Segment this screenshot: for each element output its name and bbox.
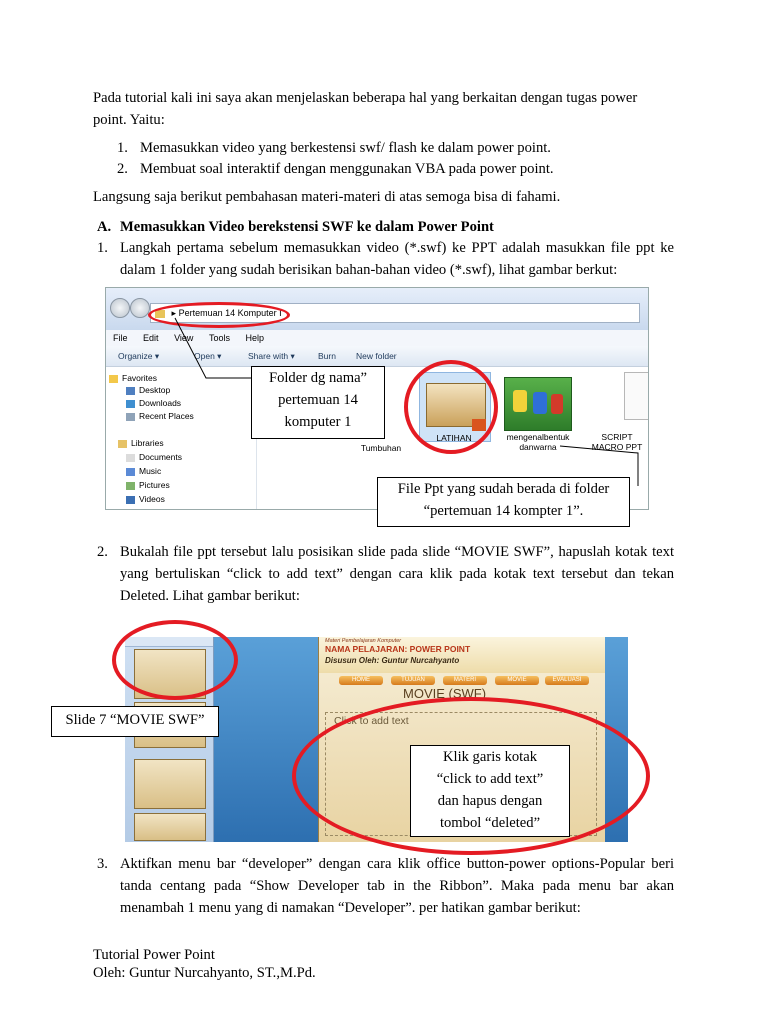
footer-line-1: Tutorial Power Point bbox=[93, 947, 215, 963]
step-text: Bukalah file ppt tersebut lalu posisikan slide pada slide “MOVIE SWF”, hapuslah kotak text yang bertuliskan “click to add text” dengan cara klik pada kotak text tersebut dan tekan Deleted. Lihat gambar berikut: bbox=[120, 544, 674, 604]
slide-header-author: Disusun Oleh: Guntur Nurcahyanto bbox=[325, 656, 460, 665]
list-number: 1. bbox=[117, 140, 128, 156]
forward-icon bbox=[130, 298, 150, 318]
slide-thumbnail bbox=[134, 813, 206, 841]
menu-tools: Tools bbox=[208, 333, 230, 343]
nav-item: Music bbox=[139, 466, 162, 476]
intro-closing: Langsung saja berikut pembahasan materi-materi di atas semoga bisa di fahami. bbox=[93, 189, 561, 205]
slide-title: MOVIE (SWF) bbox=[403, 686, 487, 701]
file-mengenal: mengenalbentuk danwarna bbox=[506, 432, 570, 452]
slide-header-small: Materi Pembelajaran Komputer bbox=[325, 638, 402, 644]
toolbar bbox=[106, 346, 648, 367]
callout-line: komputer 1 bbox=[284, 414, 352, 430]
share-button: Share with ▾ bbox=[248, 351, 295, 361]
callout-folder bbox=[251, 366, 385, 439]
nav-item: Documents bbox=[139, 452, 182, 462]
paint-can-icon bbox=[533, 392, 547, 414]
highlight-ellipse-file bbox=[404, 360, 498, 454]
step-text: Langkah pertama sebelum memasukkan video (*.swf) ke PPT adalah masukkan file ppt ke dalam 1 folder yang sudah berisikan bahan-bahan video (*.swf), lihat gambar berkut: bbox=[120, 240, 674, 278]
callout-file-ppt bbox=[377, 477, 630, 527]
menu-edit: Edit bbox=[143, 333, 159, 343]
document-icon bbox=[624, 372, 649, 420]
highlight-ellipse-address bbox=[148, 302, 290, 328]
intro-line-2: point. Yaitu: bbox=[93, 112, 165, 128]
highlight-ellipse-slide7 bbox=[112, 620, 238, 700]
star-icon bbox=[109, 375, 118, 383]
list-item: Memasukkan video yang berkestensi swf/ flash ke dalam power point. bbox=[140, 140, 551, 156]
slide-nav-home: HOME bbox=[339, 676, 383, 685]
menu-file: File bbox=[113, 333, 128, 343]
address-text: Pertemuan 14 Komputer I bbox=[178, 308, 282, 318]
file-script-macro: SCRIPT MACRO PPT bbox=[591, 432, 643, 452]
step-number: 2. bbox=[97, 544, 108, 560]
pictures-icon bbox=[126, 482, 135, 490]
section-label: A. bbox=[97, 219, 112, 235]
library-icon bbox=[118, 440, 127, 448]
callout-slide7: Slide 7 “MOVIE SWF” bbox=[51, 706, 219, 737]
desktop-icon bbox=[126, 387, 135, 395]
slide-nav-movie: MOVIE bbox=[495, 676, 539, 685]
music-icon bbox=[126, 468, 135, 476]
list-item: Membuat soal interaktif dengan menggunakan VBA pada power point. bbox=[140, 161, 554, 177]
callout-line: Folder dg nama” bbox=[268, 370, 368, 386]
file-tumbuhan: Tumbuhan bbox=[360, 443, 402, 453]
callout-line: tombol “deleted” bbox=[439, 815, 541, 831]
nav-item: Pictures bbox=[139, 480, 170, 490]
step-text: Aktifkan menu bar “developer” dengan cara klik office button-power options-Popular beri tanda centang pada “Show Developer tab in the Ribbon”. Maka pada menu bar akan menambah 1 menu yang di namakan “Developer”. per hatikan gambar berikut: bbox=[120, 856, 674, 916]
slide-thumbnail bbox=[134, 759, 206, 809]
nav-libraries: Libraries bbox=[131, 438, 164, 448]
callout-line: File Ppt yang sudah berada di folder bbox=[397, 481, 610, 497]
section-heading: Memasukkan Video berekstensi SWF ke dalam Power Point bbox=[120, 219, 494, 235]
videos-icon bbox=[126, 496, 135, 504]
callout-klik bbox=[410, 745, 570, 837]
intro-line-1: Pada tutorial kali ini saya akan menjelaskan beberapa hal yang berkaitan dengan tugas power bbox=[93, 90, 638, 106]
nav-item: Desktop bbox=[139, 385, 171, 395]
back-icon bbox=[110, 298, 130, 318]
step-number: 1. bbox=[97, 240, 108, 256]
paint-can-icon bbox=[551, 394, 563, 414]
menu-help: Help bbox=[245, 333, 264, 343]
nav-item: Recent Places bbox=[139, 411, 194, 421]
callout-line: “click to add text” bbox=[436, 771, 544, 787]
callout-line: pertemuan 14 bbox=[278, 392, 358, 408]
nav-favorites: Favorites bbox=[122, 373, 157, 383]
organize-button: Organize ▾ bbox=[118, 351, 160, 361]
video-thumbnail-icon bbox=[504, 377, 572, 431]
slide-nav-tujuan: TUJUAN bbox=[391, 676, 435, 685]
file-latihan: LATIHAN bbox=[436, 433, 472, 443]
callout-line: dan hapus dengan bbox=[437, 793, 543, 809]
slide-nav-materi: MATERI bbox=[443, 676, 487, 685]
nav-item: Videos bbox=[139, 494, 165, 504]
callout-line: “pertemuan 14 kompter 1”. bbox=[423, 503, 584, 519]
list-number: 2. bbox=[117, 161, 128, 177]
callout-line: Klik garis kotak bbox=[442, 749, 538, 765]
slide-nav-evaluasi: EVALUASI bbox=[545, 676, 589, 685]
documents-icon bbox=[126, 454, 135, 462]
menu-view: View bbox=[174, 333, 194, 343]
open-button: Open ▾ bbox=[194, 351, 222, 361]
nav-pane bbox=[106, 367, 257, 509]
slide-header bbox=[319, 637, 605, 673]
menu-bar bbox=[106, 330, 648, 346]
new-folder-button: New folder bbox=[356, 351, 397, 361]
recent-icon bbox=[126, 413, 135, 421]
slide-header-title: NAMA PELAJARAN: POWER POINT bbox=[325, 644, 471, 654]
placeholder-text: Click to add text bbox=[334, 715, 409, 727]
paint-can-icon bbox=[513, 390, 527, 412]
burn-button: Burn bbox=[318, 351, 336, 361]
downloads-icon bbox=[126, 400, 135, 408]
chevron-right-icon: ▸ bbox=[171, 308, 177, 318]
footer-line-2: Oleh: Guntur Nurcahyanto, ST.,M.Pd. bbox=[93, 965, 316, 981]
step-number: 3. bbox=[97, 856, 108, 872]
nav-item: Downloads bbox=[139, 398, 182, 408]
